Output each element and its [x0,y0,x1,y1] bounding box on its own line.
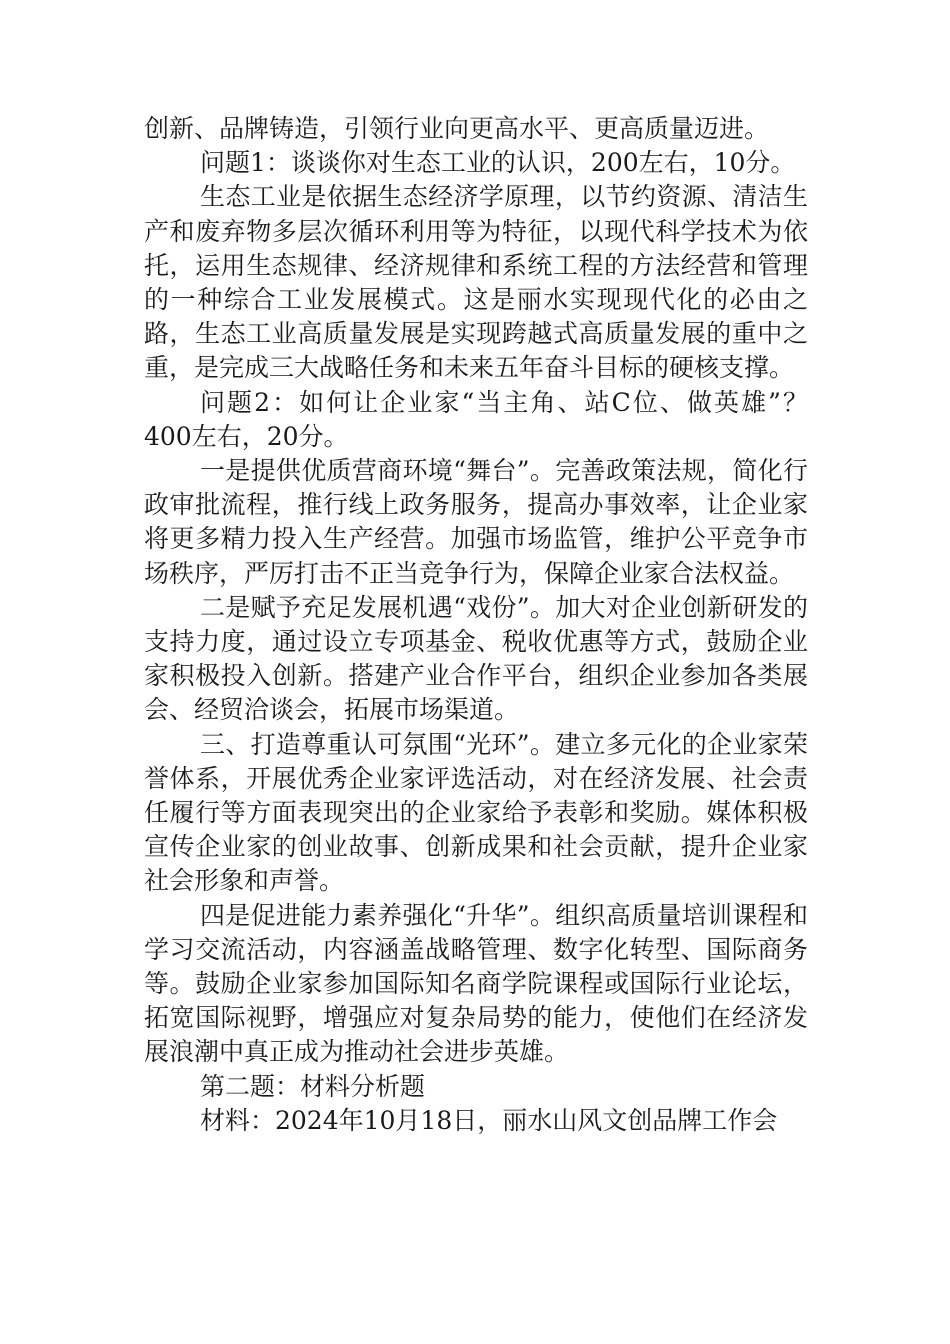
answer-2-point-1: 一是提供优质营商环境“舞台”。完善政策法规，简化行政审批流程，推行线上政务服务，提高办事效率，让企业家将更多精力投入生产经营。加强市场监管，维护公平竞争市场秩序，严厉打击不正当竞争行为，保障企业家合法权益。 [144,456,808,588]
question-2: 问题2：如何让企业家“当主角、站C位、做英雄”？400左右，20分。 [144,387,808,451]
answer-1-paragraph: 生态工业是依据生态经济学原理，以节约资源、清洁生产和废弃物多层次循环利用等为特征，以现代科学技术为依托，运用生态规律、经济规律和系统工程的方法经营和管理的一种综合工业发展模式。这是丽水实现现代化的必由之路，生态工业高质量发展是实现跨越式高质量发展的重中之重，是完成三大战略任务和未来五年奋斗目标的硬核支撑。 [144,182,808,383]
material-intro-paragraph: 材料：2024年10月18日，丽水山风文创品牌工作会 [200,1105,778,1135]
answer-2-point-4: 四是促进能力素养强化“升华”。组织高质量培训课程和学习交流活动，内容涵盖战略管理、数字化转型、国际商务等。鼓励企业家参加国际知名商学院课程或国际行业论坛，拓宽国际视野，增强应对复杂局势的能力，使他们在经济发展浪潮中真正成为推动社会进步英雄。 [144,900,808,1067]
question-1: 问题1：谈谈你对生态工业的认识，200左右，10分。 [200,148,796,178]
answer-2-point-2: 二是赋予充足发展机遇“戏份”。加大对企业创新研发的支持力度，通过设立专项基金、税收优惠等方式，鼓励企业家积极投入创新。搭建产业合作平台，组织企业参加各类展会、经贸洽谈会，拓展市场渠道。 [144,592,808,725]
document-page [144,112,808,1138]
answer-2-point-3: 三、打造尊重认可氛围“光环”。建立多元化的企业家荣誉体系，开展优秀企业家评选活动，对在经济发展、社会责任履行等方面表现突出的企业家给予表彰和奖励。媒体积极宣传企业家的创业故事、创新成果和社会贡献，提升企业家社会形象和声誉。 [144,729,808,896]
section-2-heading: 第二题：材料分析题 [200,1071,426,1101]
continuation-paragraph: 创新、品牌铸造，引领行业向更高水平、更高质量迈进。 [144,114,770,143]
